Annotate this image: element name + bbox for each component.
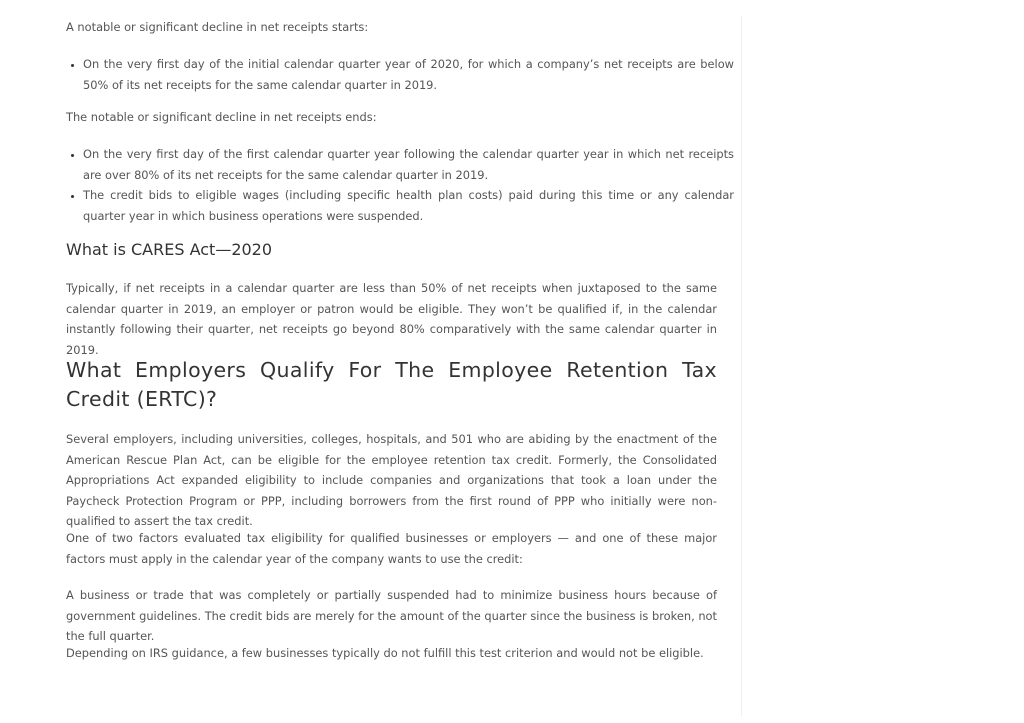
sidebar-divider [741, 16, 742, 716]
cares-act-paragraph: Typically, if net receipts in a calendar quarter are less than 50% of net receipts when juxtaposed to the same calendar quarter in 2019, an employer or patron would be eligible. They won’t be qualified if, in the calendar instantly following their quarter, net receipts go beyond 80% comparatively with the same calendar quarter in 2019. [66, 281, 717, 357]
list-item: • On the very first day of the first calendar quarter year following the calendar quarter year in which net receipts are over 80% of its net receipts for the same calendar quarter in 2019. [83, 144, 734, 185]
ertc-paragraph: One of two factors evaluated tax eligibility for qualified businesses or employers — and one of these major factors must apply in the calendar year of the company wants to use the credit: [66, 531, 717, 566]
ertc-paragraph: A business or trade that was completely or partially suspended had to minimize business hours because of government guidelines. The credit bids are merely for the amount of the quarter since the business is broken, not the full quarter. [66, 588, 717, 643]
cares-act-heading: What is CARES Act—2020 [66, 240, 273, 259]
ertc-paragraph: Depending on IRS guidance, a few businesses typically do not fulfill this test criterion and would not be eligible. [66, 646, 704, 660]
ertc-heading: What Employers Qualify For The Employee Retention Tax Credit (ERTC)? [66, 358, 717, 411]
decline-starts-list [66, 54, 734, 95]
decline-ends-list [66, 144, 734, 226]
decline-ends-intro: The notable or significant decline in net receipts ends: [66, 110, 377, 124]
list-item: • The credit bids to eligible wages (including specific health plan costs) paid during this time or any calendar quarter year in which business operations were suspended. [83, 185, 734, 226]
ertc-paragraph: Several employers, including universities, colleges, hospitals, and 501 who are abiding by the enactment of the American Rescue Plan Act, can be eligible for the employee retention tax credit. Formerly, the Consolidated Appropriations Act expanded eligibility to include companies and organizations that took a loan under the Paycheck Protection Program or PPP, including borrowers from the first round of PPP who initially were non-qualified to assert the tax credit. [66, 432, 717, 528]
decline-starts-intro: A notable or significant decline in net receipts starts: [66, 20, 369, 34]
list-item: • On the very first day of the initial calendar quarter year of 2020, for which a company’s net receipts are below 50% of its net receipts for the same calendar quarter in 2019. [83, 54, 734, 95]
